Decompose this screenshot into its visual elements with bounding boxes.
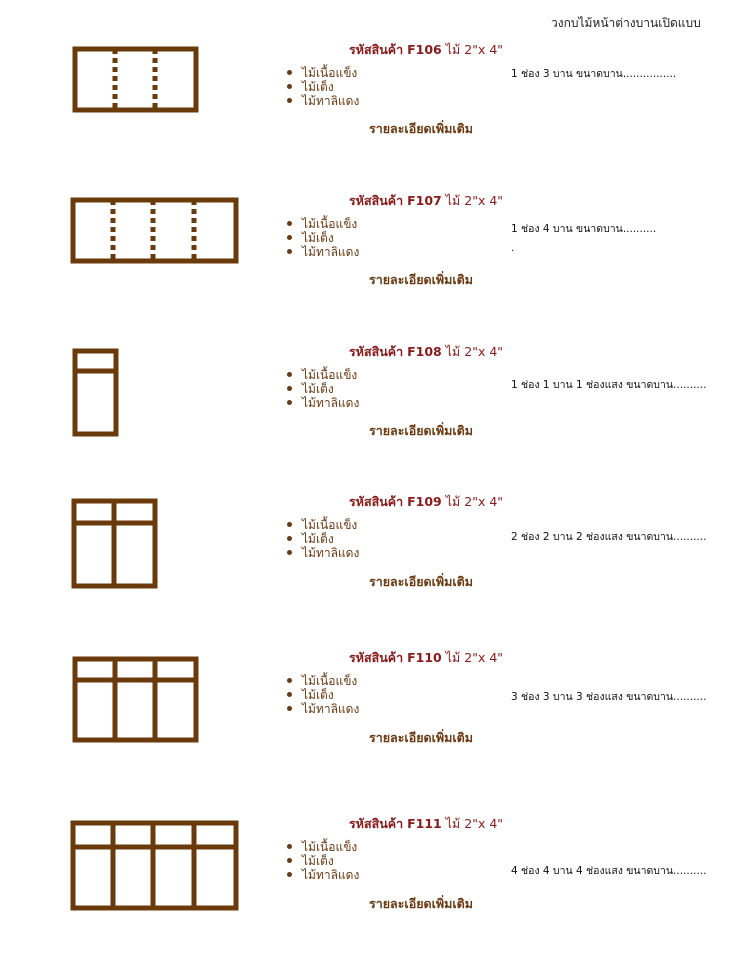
more-details-link[interactable]: รายละเอียดเพิ่มเติม — [369, 896, 474, 911]
product-code: รหัสสินค้า F108 ไม้ 2"x 4" — [349, 344, 504, 359]
window-frame-4-panel — [70, 197, 240, 265]
feature-item: ไม้ทาลิแดง — [286, 546, 359, 560]
product-code: รหัสสินค้า F109 ไม้ 2"x 4" — [349, 494, 504, 509]
product-description: 1 ช่อง 4 บาน ขนาดบาน.......... — [511, 223, 657, 235]
stray-dot: . — [511, 243, 515, 254]
feature-item: ไม้เนื้อแข็ง — [286, 840, 359, 854]
product-f107 — [0, 191, 748, 341]
window-frame-3-panel — [72, 46, 200, 114]
feature-item: ไม้ทาลิแดง — [286, 396, 359, 410]
feature-item: ไม้เต็ง — [286, 382, 359, 396]
product-description: 2 ช่อง 2 บาน 2 ช่องแสง ขนาดบาน.......... — [511, 531, 707, 543]
product-f109 — [0, 492, 748, 642]
feature-item: ไม้เต็ง — [286, 688, 359, 702]
more-details-link[interactable]: รายละเอียดเพิ่มเติม — [369, 423, 474, 438]
more-details-link[interactable]: รายละเอียดเพิ่มเติม — [369, 272, 474, 287]
more-details-link[interactable]: รายละเอียดเพิ่มเติม — [369, 730, 474, 745]
more-details-link[interactable]: รายละเอียดเพิ่มเติม — [369, 574, 474, 589]
product-code: รหัสสินค้า F111 ไม้ 2"x 4" — [349, 816, 504, 831]
feature-item: ไม้เนื้อแข็ง — [286, 518, 359, 532]
feature-item: ไม้เนื้อแข็ง — [286, 66, 359, 80]
feature-item: ไม้ทาลิแดง — [286, 245, 359, 259]
product-description: 3 ช่อง 3 บาน 3 ช่องแสง ขนาดบาน.......... — [511, 691, 707, 703]
feature-list — [286, 674, 359, 716]
window-frame-2-panel-transom — [71, 498, 159, 590]
feature-item: ไม้ทาลิแดง — [286, 702, 359, 716]
feature-item: ไม้เต็ง — [286, 532, 359, 546]
product-code: รหัสสินค้า F107 ไม้ 2"x 4" — [349, 193, 504, 208]
product-code: รหัสสินค้า F110 ไม้ 2"x 4" — [349, 650, 504, 665]
feature-list — [286, 368, 359, 410]
product-f110 — [0, 648, 748, 798]
feature-item: ไม้เนื้อแข็ง — [286, 368, 359, 382]
product-description: 1 ช่อง 3 บาน ขนาดบาน................ — [511, 68, 677, 80]
product-code: รหัสสินค้า F106 ไม้ 2"x 4" — [349, 42, 504, 57]
window-frame-1-panel-transom — [72, 348, 120, 438]
feature-item: ไม้ทาลิแดง — [286, 94, 359, 108]
feature-item: ไม้เนื้อแข็ง — [286, 674, 359, 688]
product-f111 — [0, 814, 748, 964]
window-frame-3-panel-transom — [72, 656, 200, 744]
page-title: วงกบไม้หน้าต่างบานเปิดแบบ — [551, 16, 701, 30]
product-f108 — [0, 342, 748, 492]
feature-list — [286, 840, 359, 882]
product-description: 1 ช่อง 1 บาน 1 ช่องแสง ขนาดบาน.......... — [511, 379, 707, 391]
feature-list — [286, 66, 359, 108]
feature-list — [286, 518, 359, 560]
feature-item: ไม้เต็ง — [286, 854, 359, 868]
feature-item: ไม้ทาลิแดง — [286, 868, 359, 882]
product-f106 — [0, 40, 748, 190]
window-frame-4-panel-transom — [70, 820, 240, 912]
feature-list — [286, 217, 359, 259]
feature-item: ไม้เต็ง — [286, 80, 359, 94]
feature-item: ไม้เต็ง — [286, 231, 359, 245]
feature-item: ไม้เนื้อแข็ง — [286, 217, 359, 231]
more-details-link[interactable]: รายละเอียดเพิ่มเติม — [369, 121, 474, 136]
product-description: 4 ช่อง 4 บาน 4 ช่องแสง ขนาดบาน.......... — [511, 865, 707, 877]
